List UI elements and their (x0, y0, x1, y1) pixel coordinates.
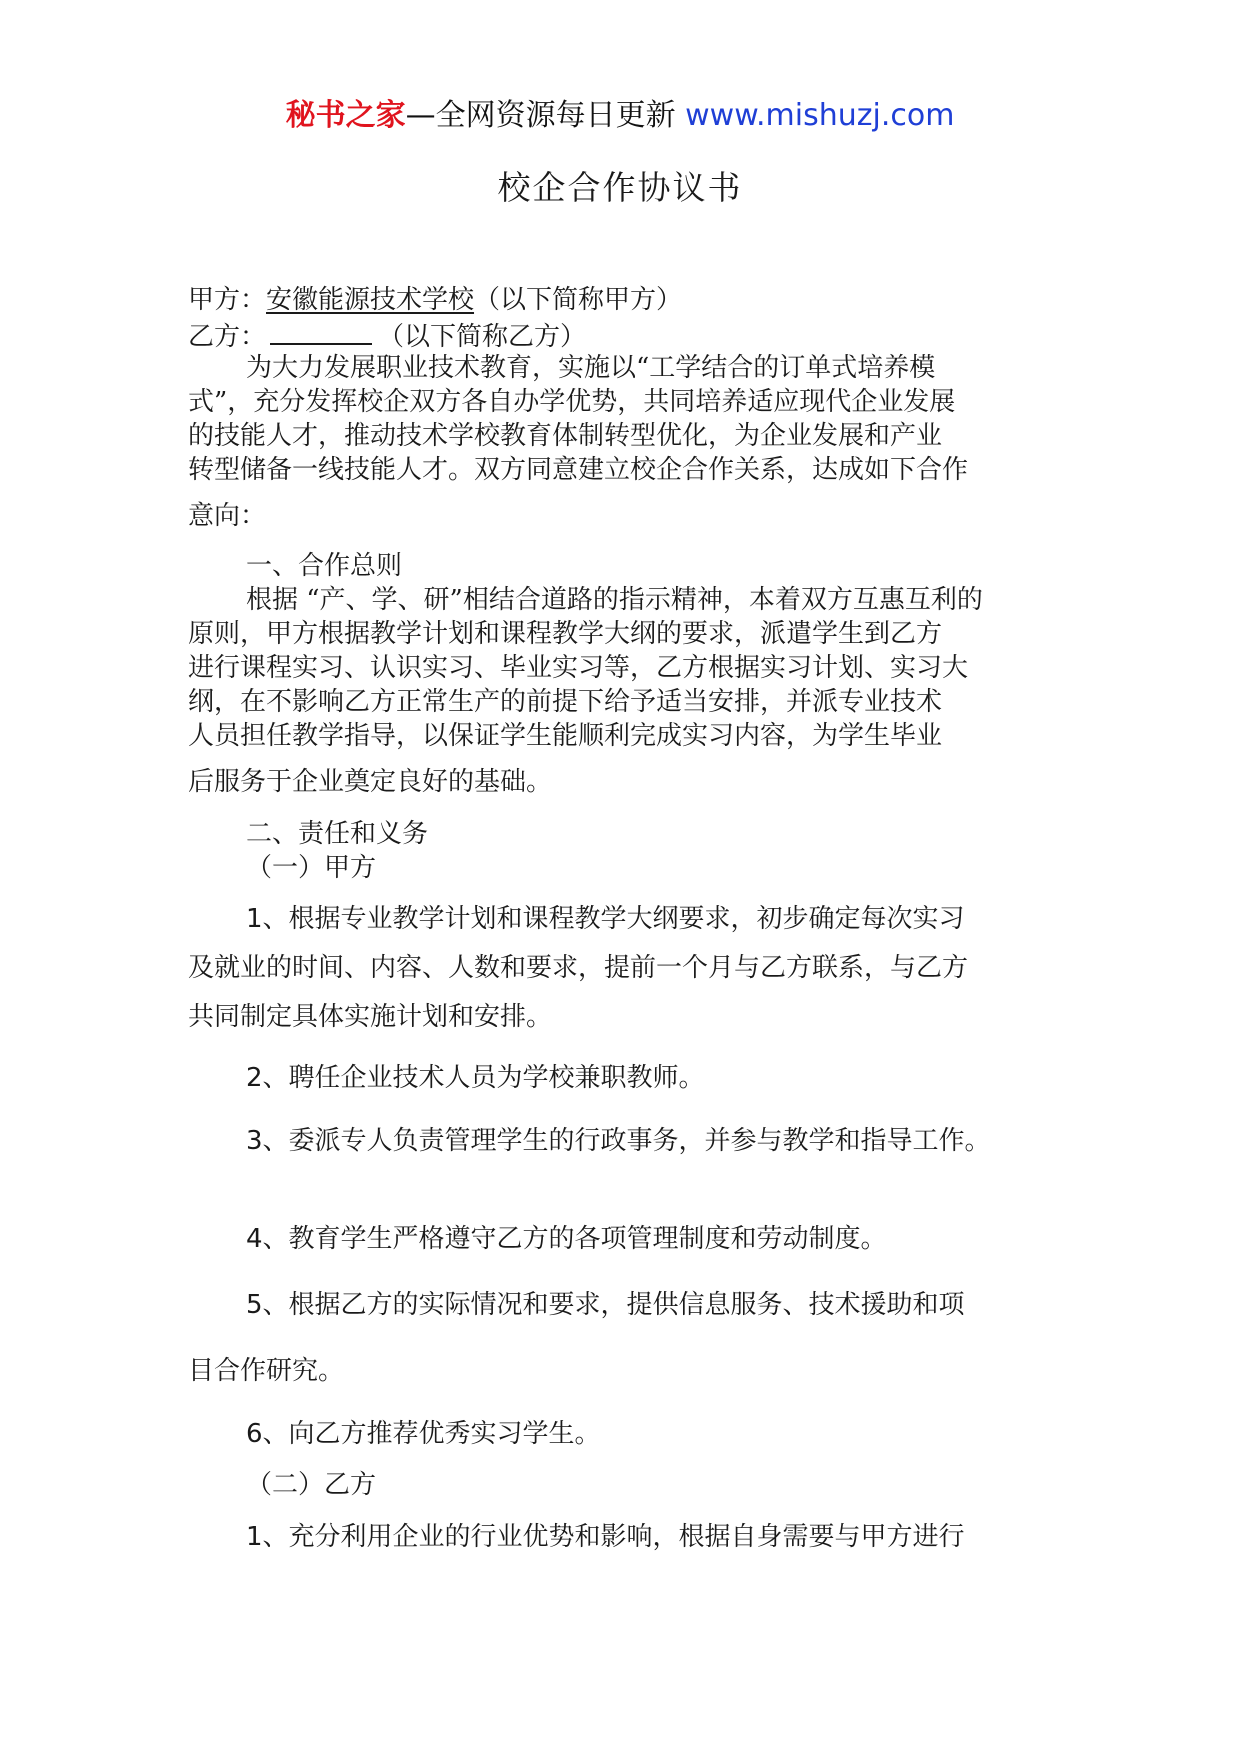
site-header (0, 96, 1240, 136)
section1-line: 进行课程实习、认识实习、毕业实习等，乙方根据实习计划、实习大 (188, 653, 969, 683)
party-b-note: （以下简称乙方） (378, 322, 587, 352)
party-a-item: 1、根据专业教学计划和课程教学大纲要求，初步确定每次实习 (246, 904, 965, 934)
party-a-item: 5、根据乙方的实际情况和要求，提供信息服务、技术援助和项 (246, 1290, 965, 1320)
brand-name: 秘书之家 (285, 98, 406, 133)
section1-line: 原则，甲方根据教学计划和课程教学大纲的要求，派遣学生到乙方 (188, 619, 943, 649)
party-a-item: 共同制定具体实施计划和安排。 (188, 1002, 553, 1032)
section-heading: 二、责任和义务 (246, 819, 429, 849)
party-a-item: 目合作研究。 (188, 1356, 345, 1386)
section-heading: 一、合作总则 (246, 551, 403, 581)
intro-line: 意向： (188, 501, 267, 531)
party-b-label: 乙方： (188, 322, 267, 352)
party-b-item: 1、充分利用企业的行业优势和影响，根据自身需要与甲方进行 (246, 1522, 965, 1552)
intro-line: 的技能人才，推动技术学校教育体制转型优化，为企业发展和产业 (188, 421, 943, 451)
section1-line: 纲，在不影响乙方正常生产的前提下给予适当安排，并派专业技术 (188, 687, 943, 717)
party-b-name-blank (270, 317, 372, 345)
party-b-line (188, 317, 586, 354)
intro-line: 转型储备一线技能人才。双方同意建立校企合作关系，达成如下合作 (188, 455, 969, 485)
site-url[interactable]: www.mishuzj.com (685, 98, 955, 133)
section1-line: 人员担任教学指导，以保证学生能顺利完成实习内容，为学生毕业 (188, 721, 943, 751)
document-title: 校企合作协议书 (497, 168, 743, 207)
section1-line: 根据 “产、学、研”相结合道路的指示精神，本着双方互惠互利的 (246, 585, 983, 615)
party-a-item: 及就业的时间、内容、人数和要求，提前一个月与乙方联系，与乙方 (188, 953, 969, 983)
party-a-label: 甲方： (188, 285, 267, 315)
party-a-item: 4、教育学生严格遵守乙方的各项管理制度和劳动制度。 (246, 1224, 887, 1254)
party-a-note: （以下简称甲方） (474, 285, 683, 315)
intro-line: 为大力发展职业技术教育，实施以“工学结合的订单式培养模 (246, 353, 936, 383)
header-tagline: —全网资源每日更新 (405, 98, 676, 133)
party-a-item: 2、聘任企业技术人员为学校兼职教师。 (246, 1063, 705, 1093)
party-a-line (188, 283, 682, 317)
intro-line: 式”，充分发挥校企双方各自办学优势，共同培养适应现代企业发展 (188, 387, 956, 417)
party-a-item: 3、委派专人负责管理学生的行政事务，并参与教学和指导工作。 (246, 1126, 991, 1156)
subsection-heading-party-b: （二）乙方 (246, 1470, 377, 1500)
subsection-heading-party-a: （一）甲方 (246, 853, 377, 883)
party-a-item: 6、向乙方推荐优秀实习学生。 (246, 1419, 601, 1449)
party-a-name: 安徽能源技术学校 (266, 285, 475, 315)
section1-line: 后服务于企业奠定良好的基础。 (188, 767, 553, 797)
